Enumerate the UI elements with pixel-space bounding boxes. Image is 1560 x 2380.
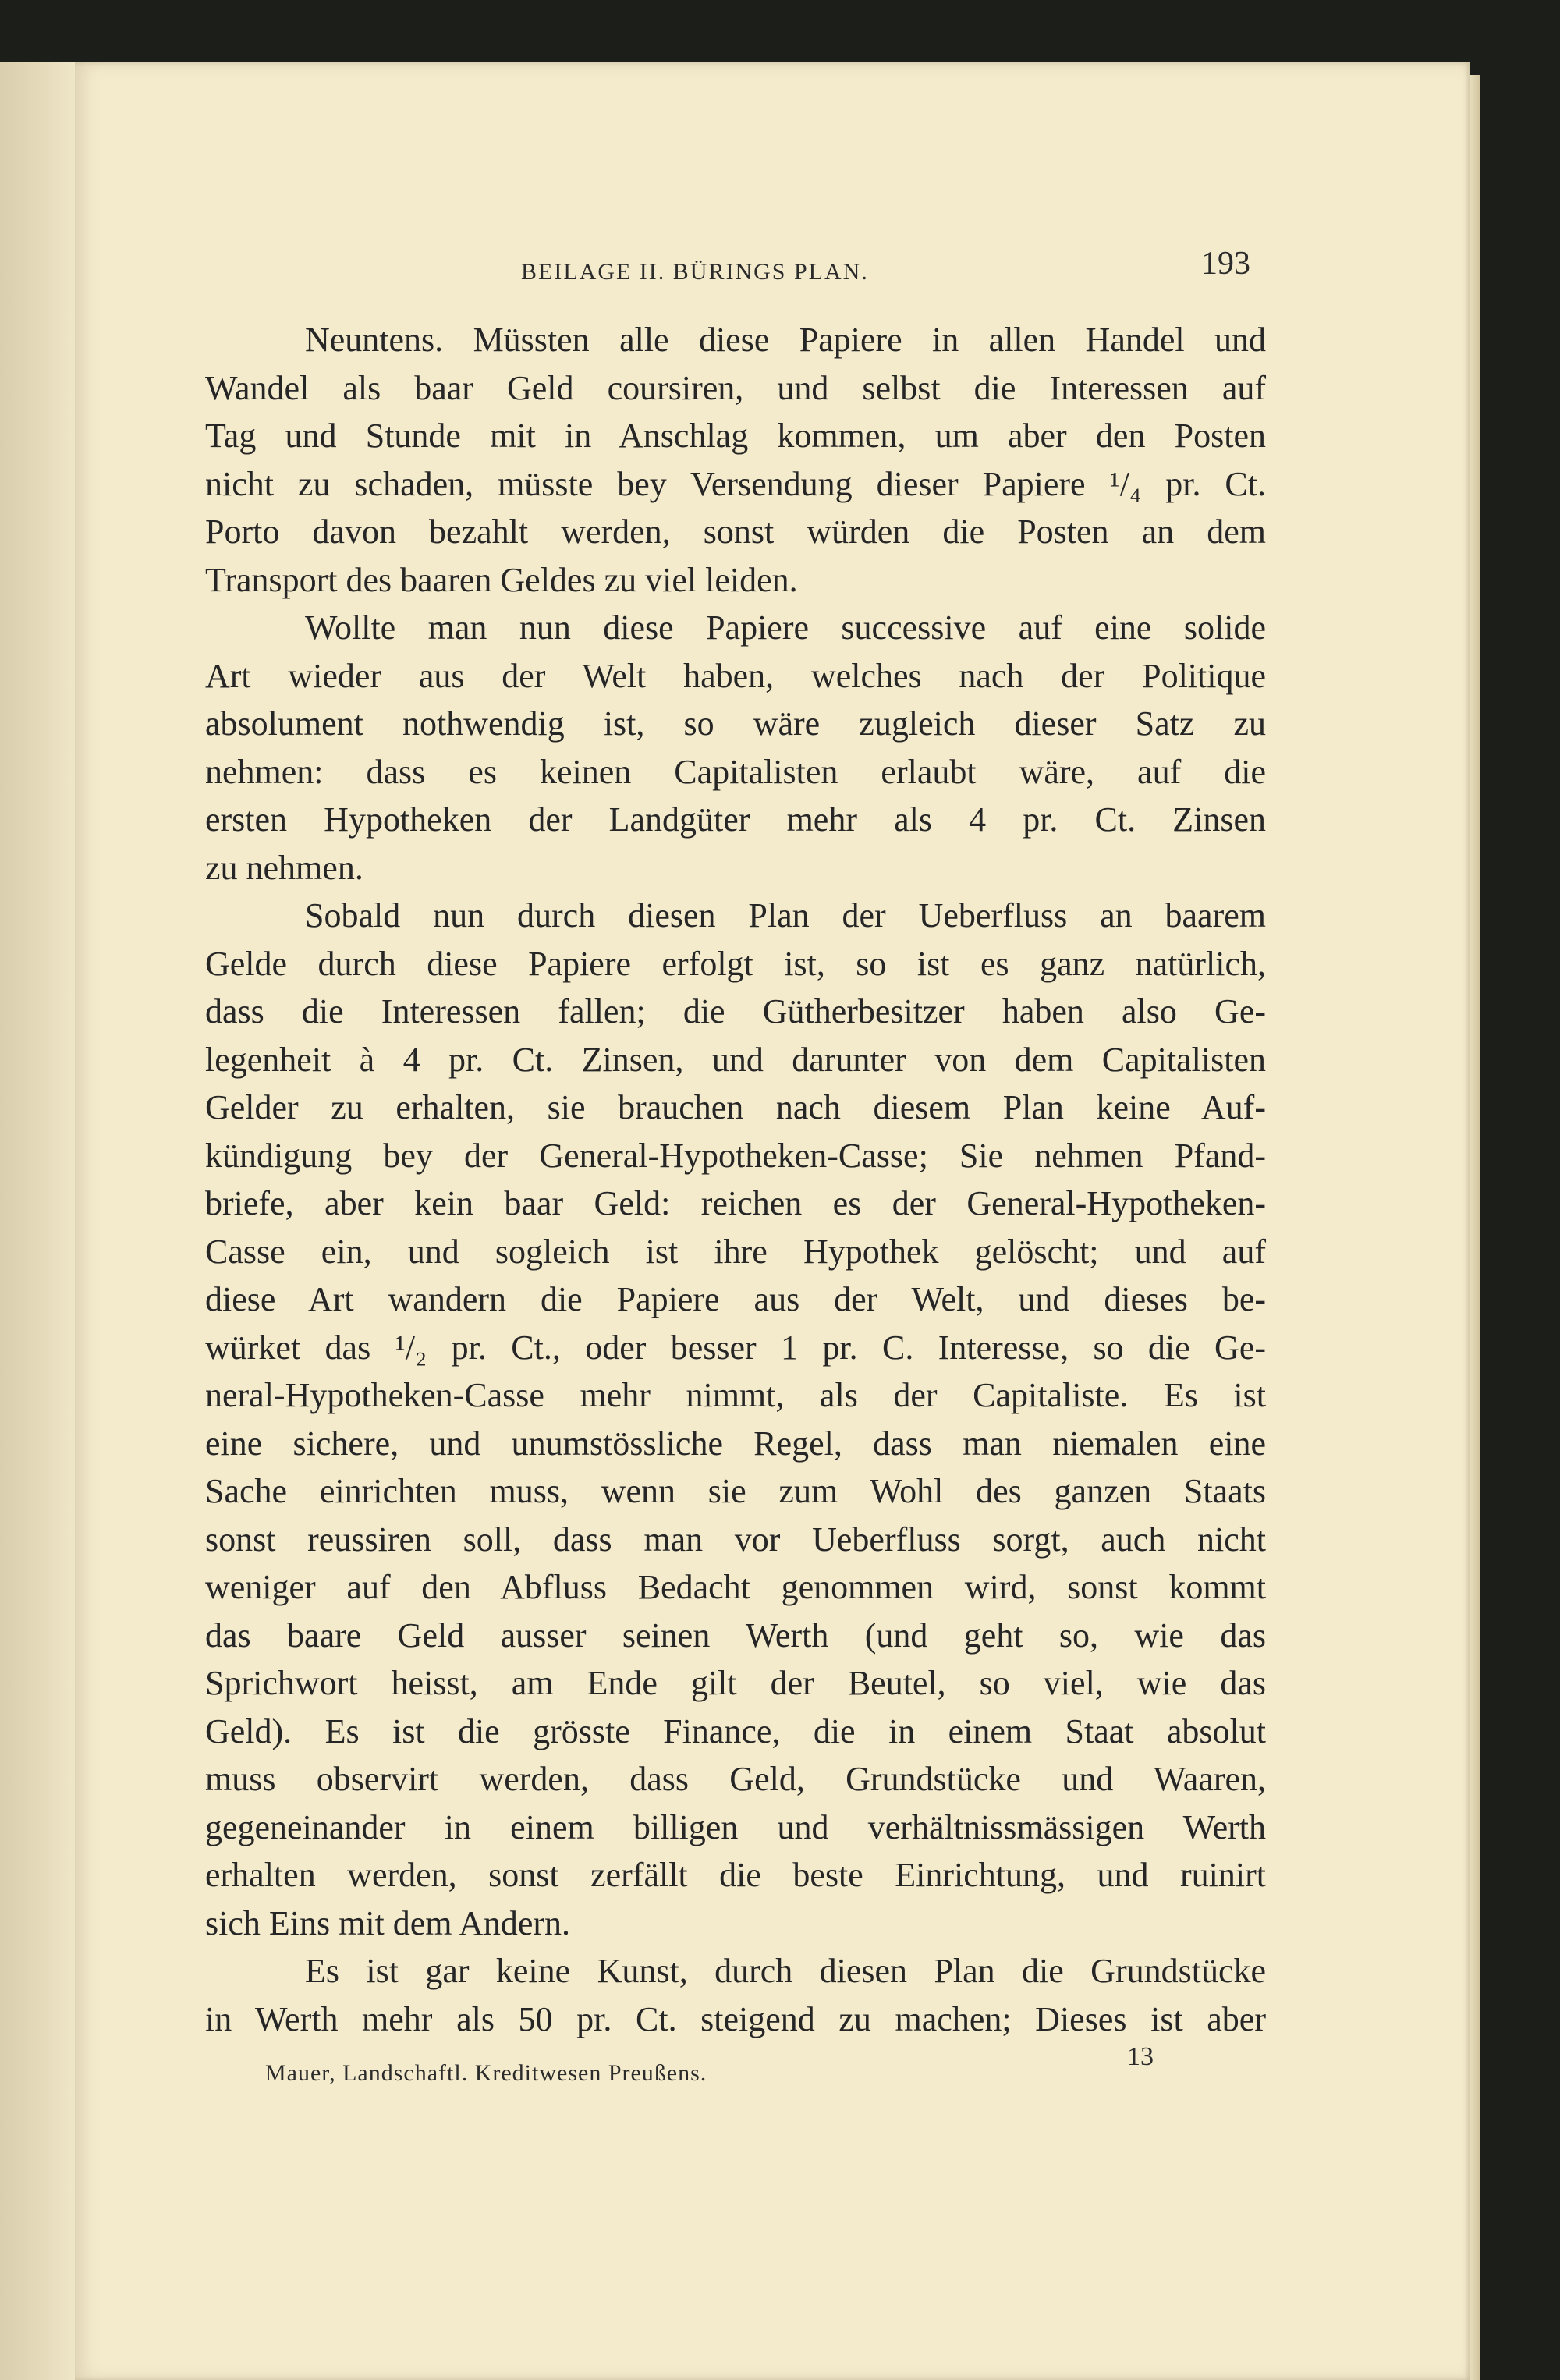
- text-line: Sobald nun durch diesen Plan der Ueberfluss an baarem: [305, 896, 1266, 935]
- text-line: Wollte man nun diese Papiere successive auf eine solide: [305, 608, 1266, 647]
- text-line: nehmen: dass es keinen Capitalisten erlaubt wäre, auf die: [205, 752, 1266, 791]
- text-line: Tag und Stunde mit in Anschlag kommen, um aber den Posten: [205, 417, 1266, 455]
- text-line: briefe, aber kein baar Geld: reichen es der General-Hypotheken-: [205, 1184, 1266, 1222]
- page-edge: [1470, 75, 1480, 2380]
- text-line: Casse ein, und sogleich ist ihre Hypothek gelöscht; und auf: [205, 1232, 1266, 1271]
- text-line: sonst reussiren soll, dass man vor Ueberfluss sorgt, auch nicht: [205, 1520, 1266, 1559]
- text-line: erhalten werden, sonst zerfällt die beste Einrichtung, und ruinirt: [205, 1856, 1266, 1894]
- running-head: BEILAGE II. BÜRINGS PLAN.: [521, 259, 869, 285]
- footer-sheet-number: 13: [1127, 2042, 1154, 2071]
- binding-gutter: [0, 62, 75, 2380]
- text-line: kündigung bey der General-Hypotheken-Casse; Sie nehmen Pfand-: [205, 1136, 1266, 1175]
- text-line: weniger auf den Abfluss Bedacht genommen wird, sonst kommt: [205, 1568, 1266, 1606]
- text-line: Gelder zu erhalten, sie brauchen nach diesem Plan keine Auf-: [205, 1088, 1266, 1126]
- text-line: sich Eins mit dem Andern.: [205, 1903, 571, 1942]
- text-line: Art wieder aus der Welt haben, welches nach der Politique: [205, 656, 1266, 695]
- text-line: in Werth mehr als 50 pr. Ct. steigend zu machen; Dieses ist aber: [205, 1999, 1266, 2038]
- text-line: gegeneinander in einem billigen und verhältnissmässigen Werth: [205, 1807, 1266, 1846]
- text-line: Sache einrichten muss, wenn sie zum Wohl des ganzen Staats: [205, 1472, 1266, 1510]
- text-line: Sprichwort heisst, am Ende gilt der Beutel, so viel, wie das: [205, 1664, 1266, 1702]
- text-line: Es ist gar keine Kunst, durch diesen Plan die Grundstücke: [305, 1952, 1266, 1990]
- body-text: [205, 316, 1266, 2043]
- text-line: ersten Hypotheken der Landgüter mehr als 4 pr. Ct. Zinsen: [205, 800, 1266, 839]
- text-line: absolument nothwendig ist, so wäre zugleich dieser Satz zu: [205, 704, 1266, 743]
- text-line: Gelde durch diese Papiere erfolgt ist, so ist es ganz natürlich,: [205, 944, 1266, 983]
- page-number: 193: [1201, 246, 1250, 282]
- text-line: legenheit à 4 pr. Ct. Zinsen, und darunter von dem Capitalisten: [205, 1040, 1266, 1079]
- text-line: das baare Geld ausser seinen Werth (und geht so, wie das: [205, 1616, 1266, 1655]
- text-line: Geld). Es ist die grösste Finance, die in einem Staat absolut: [205, 1711, 1266, 1750]
- text-line: Wandel als baar Geld coursiren, und selbst die Interessen auf: [205, 368, 1266, 407]
- text-line: Transport des baaren Geldes zu viel leiden.: [205, 560, 798, 599]
- text-line: neral-Hypotheken-Casse mehr nimmt, als der Capitaliste. Es ist: [205, 1376, 1266, 1414]
- text-line: Porto davon bezahlt werden, sonst würden die Posten an dem: [205, 513, 1266, 551]
- footer-signature: Mauer, Landschaftl. Kreditwesen Preußens.: [265, 2060, 707, 2086]
- text-line: Neuntens. Müssten alle diese Papiere in allen Handel und: [305, 321, 1266, 359]
- text-line: würket das ¹/₂ pr. Ct., oder besser 1 pr. C. Interesse, so die Ge-: [205, 1328, 1266, 1367]
- text-line: eine sichere, und unumstössliche Regel, dass man niemalen eine: [205, 1424, 1266, 1463]
- text-line: muss observirt werden, dass Geld, Grundstücke und Waaren,: [205, 1760, 1266, 1798]
- text-line: zu nehmen.: [205, 848, 363, 887]
- text-line: diese Art wandern die Papiere aus der Welt, und dieses be-: [205, 1280, 1266, 1318]
- text-line: nicht zu schaden, müsste bey Versendung dieser Papiere ¹/₄ pr. Ct.: [205, 464, 1266, 503]
- text-line: dass die Interessen fallen; die Gütherbesitzer haben also Ge-: [205, 992, 1266, 1030]
